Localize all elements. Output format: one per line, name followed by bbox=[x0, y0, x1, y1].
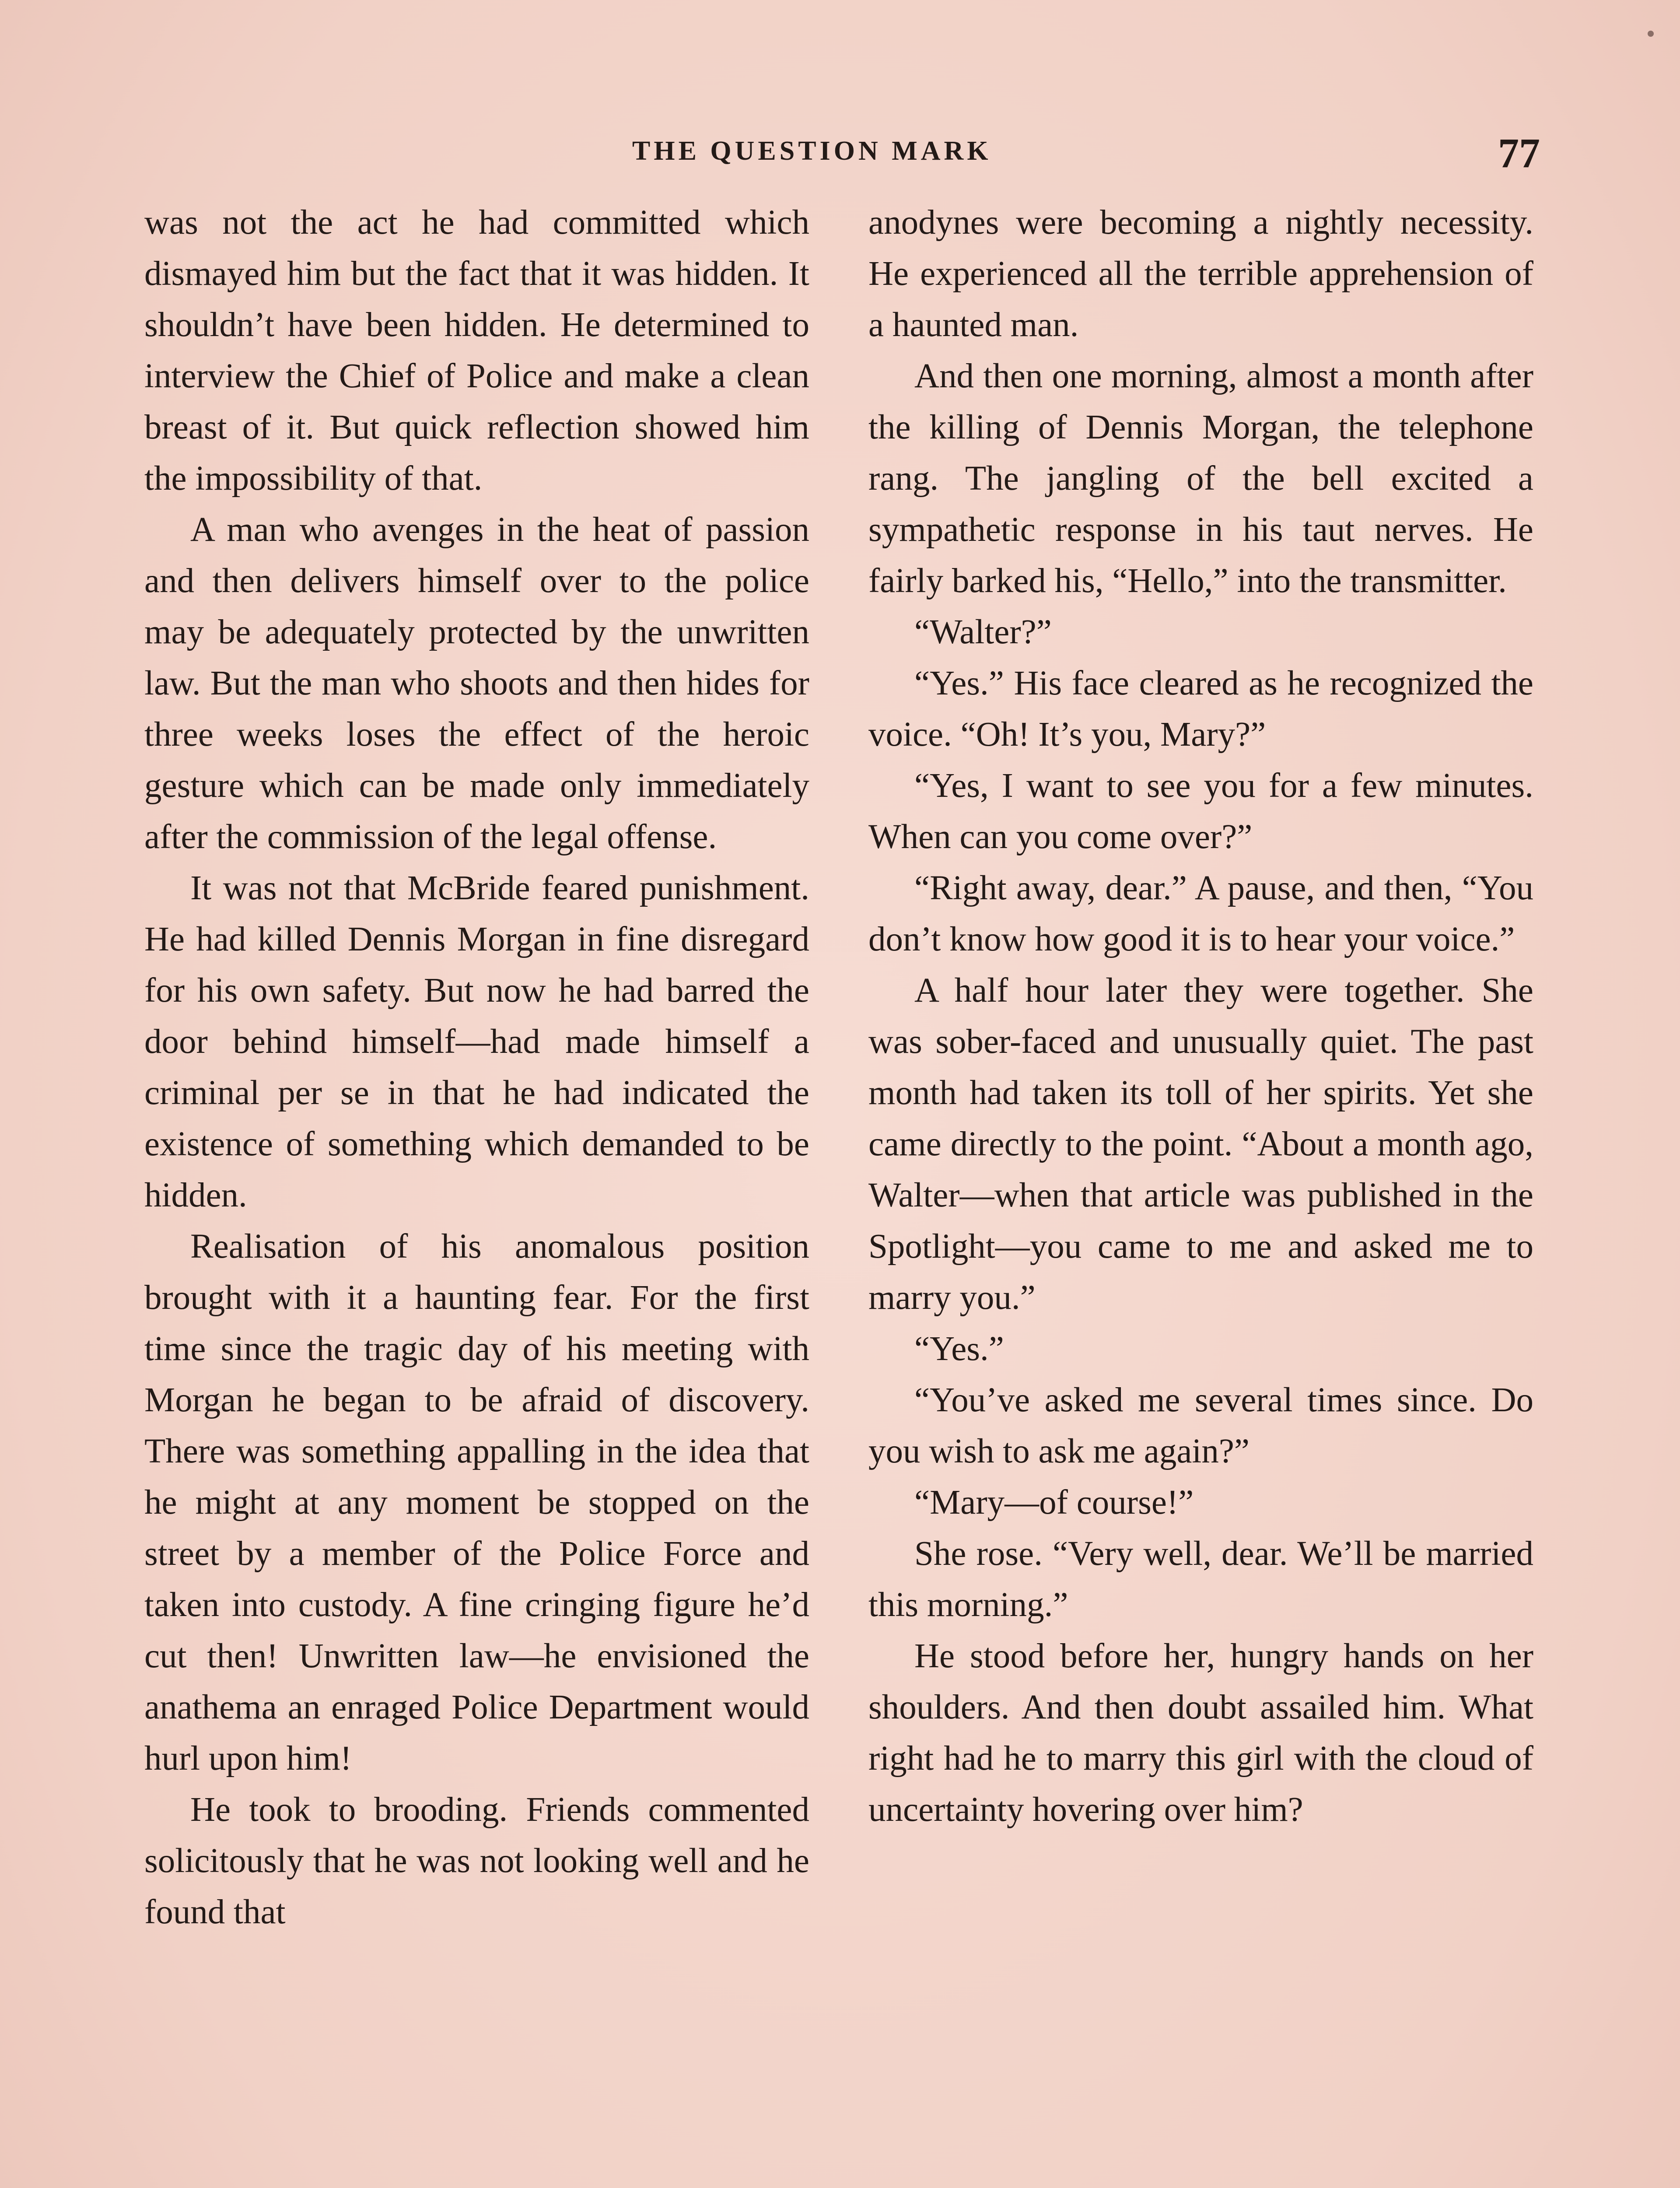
paragraph: A man who avenges in the heat of passion and then delivers himself over to the police may be adequately protected by the unwritten law. But the man who shoots and then hides for three weeks loses the effect of the heroic gesture which can be made only immediately after the commission of the legal offense. bbox=[144, 511, 809, 856]
paragraph: She rose. “Very well, dear. We’ll be married this morning.” bbox=[868, 1535, 1533, 1624]
paragraph: A half hour later they were together. She was sober-faced and unusually quiet. The past month had taken its toll of her spirits. Yet she came directly to the point. “About a month ago, Walter—when that article was published in the Spotlight—you came to me and asked me to marry you.” bbox=[868, 971, 1533, 1317]
paragraph: “Mary—of course!” bbox=[914, 1483, 1194, 1522]
page-number: 77 bbox=[1498, 130, 1540, 176]
ink-speck bbox=[1648, 31, 1654, 37]
paragraph: It was not that McBride feared punishment. He had killed Dennis Morgan in fine disregard for his own safety. But now he had barred the door behind himself—had made himself a criminal per se in that he had indicated the existence of something which demanded to be hidden. bbox=[144, 869, 809, 1214]
paragraph: anodynes were becoming a nightly necessity. He experienced all the terrible apprehension of a haunted man. bbox=[868, 203, 1533, 344]
right-column bbox=[868, 197, 1533, 1835]
left-column bbox=[144, 197, 809, 1938]
paragraph: Realisation of his anomalous position brought with it a haunting fear. For the first time since the tragic day of his meeting with Morgan he began to be afraid of discovery. There was something appalling in the idea that he might at any moment be stopped on the street by a member of the Police Force and taken into custody. A fine cringing figure he’d cut then! Unwritten law—he envisioned the anathema an enraged Police Department would hurl upon him! bbox=[144, 1227, 809, 1778]
running-title: THE QUESTION MARK bbox=[632, 136, 992, 166]
paragraph: was not the act he had committed which dismayed him but the fact that it was hidden. It shouldn’t have been hidden. He determined to interview the Chief of Police and make a clean breast of it. But quick reflection showed him the impossibility of that. bbox=[144, 203, 809, 498]
paragraph: “Yes.” bbox=[914, 1330, 1004, 1368]
paragraph: He took to brooding. Friends commented solicitously that he was not looking well and he found that bbox=[144, 1791, 809, 1931]
paragraph: “Yes, I want to see you for a few minutes. When can you come over?” bbox=[868, 767, 1533, 856]
paragraph: And then one morning, almost a month after the killing of Dennis Morgan, the telephone rang. The jangling of the bell excited a sympathetic response in his taut nerves. He fairly barked his, “Hello,” into the transmitter. bbox=[868, 357, 1533, 600]
paragraph: “Right away, dear.” A pause, and then, “You don’t know how good it is to hear your voice.” bbox=[868, 869, 1533, 958]
paragraph: “Walter?” bbox=[914, 613, 1052, 651]
paragraph: “You’ve asked me several times since. Do you wish to ask me again?” bbox=[868, 1381, 1533, 1470]
paragraph: He stood before her, hungry hands on her shoulders. And then doubt assailed him. What right had he to marry this girl with the cloud of uncertainty hovering over him? bbox=[868, 1637, 1533, 1829]
paragraph: “Yes.” His face cleared as he recognized the voice. “Oh! It’s you, Mary?” bbox=[868, 664, 1533, 754]
running-head bbox=[144, 130, 1540, 176]
